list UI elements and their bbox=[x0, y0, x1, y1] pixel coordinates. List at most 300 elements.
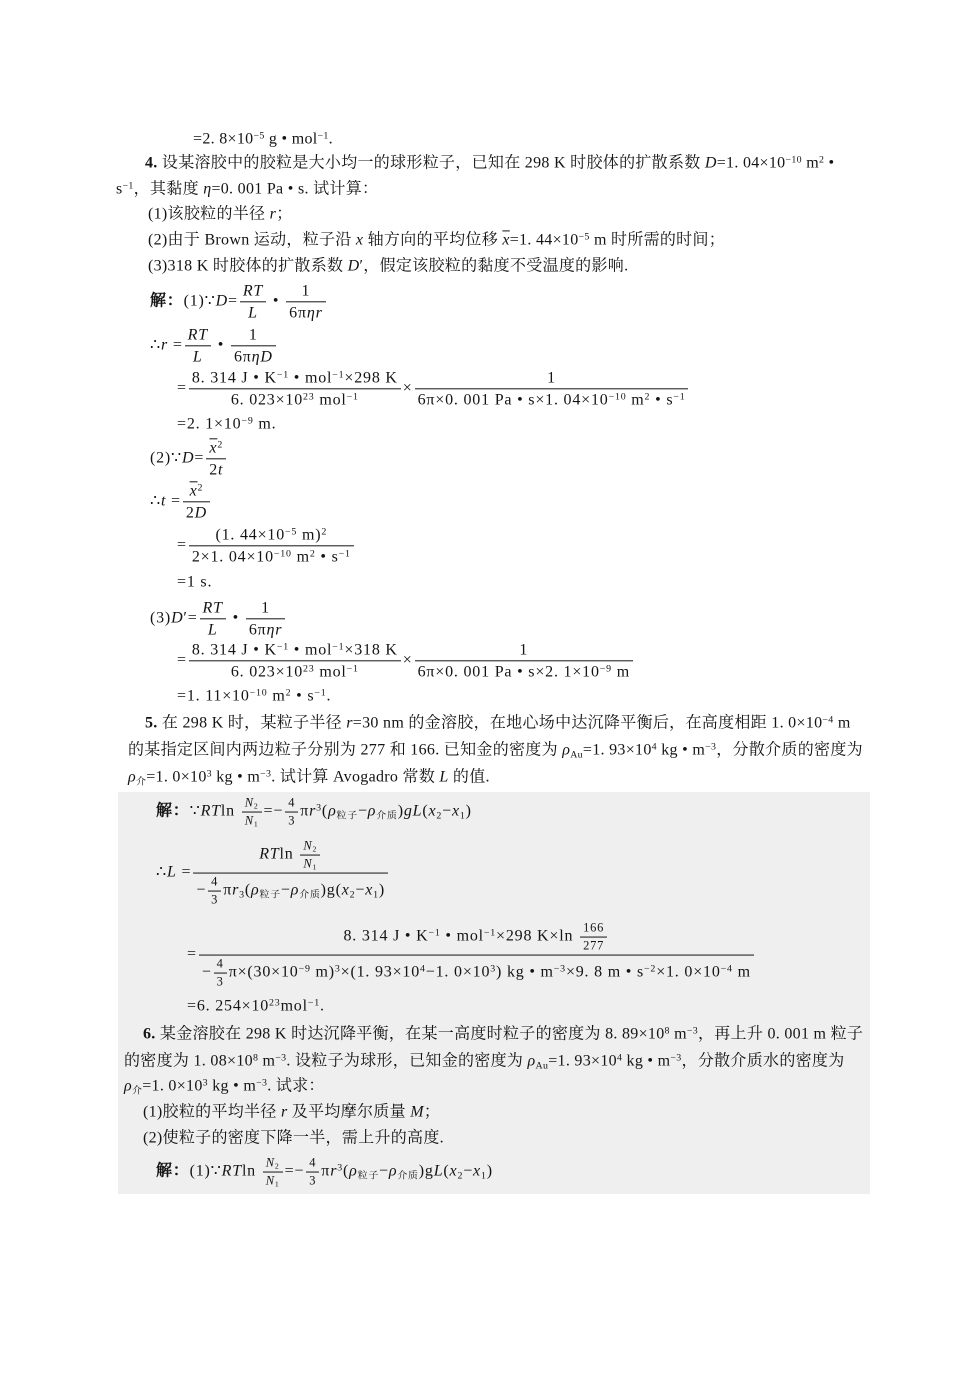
text-run: ρ bbox=[349, 1162, 358, 1180]
text-run: 3 bbox=[239, 889, 245, 901]
superscript bbox=[484, 927, 496, 938]
text-run: N bbox=[244, 813, 254, 828]
text-run: 4 bbox=[211, 874, 219, 889]
superscript bbox=[670, 1052, 681, 1063]
text-run: 8. 314 J • K bbox=[343, 927, 429, 945]
superscript bbox=[123, 180, 134, 191]
text-run: 粒子 bbox=[259, 889, 281, 901]
text-run: ×298 K bbox=[344, 369, 398, 387]
text-run: 4 bbox=[420, 963, 426, 975]
subscript bbox=[254, 802, 259, 811]
text-run: ) kg • m bbox=[496, 963, 554, 981]
superscript bbox=[217, 439, 223, 450]
fraction bbox=[189, 368, 401, 409]
fraction-numerator bbox=[199, 921, 754, 956]
fraction-denominator bbox=[206, 460, 226, 480]
text-run: π bbox=[223, 881, 233, 899]
fraction bbox=[183, 481, 210, 522]
text-run: −5 bbox=[578, 230, 590, 242]
text-run: N bbox=[244, 795, 254, 810]
italic-variable bbox=[128, 768, 136, 785]
italic-variable bbox=[188, 326, 208, 343]
text-run: 的某指定区间内两边粒子分别为 277 和 166. 已知金的密度为 bbox=[128, 741, 563, 759]
text-run: $\overline{x}$ bbox=[189, 482, 198, 500]
text-run: 在 298 K 时，某粒子半径 bbox=[157, 714, 347, 732]
text-run: =0. 001 Pa • s. 试计算： bbox=[211, 180, 379, 198]
text-run: g • mol bbox=[264, 130, 318, 148]
fraction-numerator bbox=[193, 839, 388, 874]
text-run: 及平均摩尔质量 bbox=[287, 1103, 411, 1121]
text-run: $\overline{x}$ bbox=[209, 439, 218, 457]
text-run: −9 bbox=[298, 963, 311, 975]
fraction-denominator bbox=[580, 938, 607, 954]
text-run: ρ bbox=[328, 802, 337, 820]
text-run: ρ bbox=[367, 802, 377, 820]
superscript bbox=[207, 768, 212, 779]
italic-variable bbox=[171, 610, 183, 627]
text-run: 4 bbox=[309, 1155, 317, 1170]
problem-4-solution-step-9 bbox=[150, 598, 287, 639]
text-run: × bbox=[402, 651, 413, 669]
fraction-numerator bbox=[285, 796, 298, 813]
text-run: mol bbox=[314, 391, 347, 409]
text-run: = bbox=[177, 651, 187, 669]
superscript bbox=[579, 231, 590, 242]
italic-variable bbox=[167, 864, 177, 881]
text-run: N bbox=[265, 1155, 275, 1170]
italic-variable bbox=[266, 1174, 275, 1188]
italic-variable bbox=[365, 882, 373, 899]
text-run: m bbox=[626, 391, 645, 409]
fraction bbox=[208, 875, 221, 908]
problem-5-solution-step-2 bbox=[156, 839, 390, 908]
italic-variable bbox=[252, 349, 273, 366]
text-run: 2 bbox=[285, 686, 292, 698]
fraction-denominator bbox=[246, 620, 285, 640]
text-run: −3 bbox=[686, 1024, 698, 1036]
problem-4-solution-step-8 bbox=[177, 572, 212, 591]
text-run: N bbox=[265, 1173, 275, 1188]
text-run: − bbox=[196, 881, 207, 899]
italic-variable bbox=[203, 599, 223, 616]
text-run: ρ bbox=[251, 881, 260, 899]
text-run: 2 bbox=[197, 481, 204, 493]
subscript bbox=[275, 1180, 280, 1189]
text-run: L bbox=[207, 621, 218, 639]
text-run: 2 bbox=[349, 889, 356, 901]
text-run: 6. bbox=[143, 1025, 156, 1043]
text-run: . bbox=[320, 997, 325, 1015]
text-run: 2 bbox=[457, 1170, 464, 1182]
text-run: kg • m bbox=[211, 768, 261, 786]
text-run: r bbox=[160, 336, 169, 354]
text-run: 介 bbox=[135, 776, 147, 788]
italic-variable bbox=[348, 257, 360, 274]
problem-4-solution-step-6 bbox=[150, 481, 212, 522]
text-run: ×1. 0×10 bbox=[656, 963, 721, 981]
text-run: (3) bbox=[150, 609, 172, 627]
text-run: L bbox=[439, 768, 449, 786]
text-run: −3 bbox=[260, 767, 272, 779]
text-run: r bbox=[269, 205, 277, 223]
text-run: = bbox=[168, 336, 183, 354]
superscript bbox=[316, 802, 322, 813]
fraction-denominator bbox=[242, 813, 262, 829]
superscript bbox=[617, 1052, 622, 1063]
text-run: 1 bbox=[480, 1170, 487, 1182]
italic-variable bbox=[182, 450, 194, 467]
text-run: D bbox=[194, 504, 208, 522]
subscript bbox=[239, 890, 245, 901]
text-run: m bbox=[291, 548, 310, 566]
text-run: ( bbox=[422, 802, 429, 820]
text-run: 1 bbox=[274, 1179, 280, 1189]
fraction-denominator bbox=[189, 390, 401, 410]
text-run: )g( bbox=[320, 881, 342, 899]
text-run: ηr bbox=[306, 304, 323, 322]
fraction-numerator bbox=[189, 368, 401, 389]
fraction bbox=[415, 640, 633, 681]
text-run: 3 bbox=[334, 963, 341, 975]
text-run: =2. 1×10 bbox=[177, 415, 242, 433]
text-run: 8 bbox=[664, 1024, 670, 1036]
text-run: ∴ bbox=[156, 863, 167, 881]
text-run: − bbox=[201, 963, 212, 981]
text-run: m bbox=[267, 687, 286, 705]
text-run: 某金溶胶在 298 K 时达沉降平衡，在某一高度时粒子的密度为 8. 89×10 bbox=[155, 1025, 665, 1043]
problem-6-statement-line-3 bbox=[124, 1076, 325, 1095]
text-run: =1. 0×10 bbox=[142, 1077, 203, 1095]
text-run: ln bbox=[220, 802, 240, 820]
text-run: −1 bbox=[276, 640, 289, 652]
subscript bbox=[373, 890, 379, 901]
subscript bbox=[299, 890, 320, 901]
text-run: π×(30×10 bbox=[228, 963, 299, 981]
text-run: 3 bbox=[337, 1162, 343, 1174]
superscript bbox=[277, 369, 289, 380]
text-run: =1 s. bbox=[177, 573, 213, 591]
fraction-numerator bbox=[240, 281, 266, 302]
text-run: =1. 11×10 bbox=[177, 687, 250, 705]
text-run: × bbox=[402, 379, 413, 397]
text-run: ) bbox=[397, 802, 404, 820]
text-run: 粒子 bbox=[336, 810, 358, 822]
fraction-denominator bbox=[199, 956, 754, 990]
overlined-variable bbox=[190, 482, 198, 499]
text-run: . bbox=[326, 687, 332, 705]
text-run: 介质 bbox=[397, 1170, 419, 1182]
text-run: • mol bbox=[288, 369, 333, 387]
italic-variable bbox=[161, 337, 168, 354]
text-run: =6. 254×10 bbox=[187, 997, 270, 1015]
text-run: 2 bbox=[274, 1161, 280, 1171]
fraction-denominator bbox=[183, 503, 210, 523]
text-run: 6π bbox=[233, 348, 252, 366]
superscript bbox=[332, 369, 344, 380]
italic-variable bbox=[243, 282, 263, 299]
text-run: 5. bbox=[145, 714, 158, 732]
text-run: 1 bbox=[253, 819, 259, 829]
text-run: 3 bbox=[288, 813, 296, 828]
text-run: 277 bbox=[583, 938, 605, 953]
text-run: ( bbox=[321, 802, 329, 820]
fraction-denominator bbox=[231, 347, 276, 367]
problem-5-solution-step-3 bbox=[187, 921, 756, 990]
text-run: η bbox=[203, 180, 212, 198]
text-run: −1 bbox=[483, 927, 497, 939]
text-run: −1 bbox=[122, 179, 134, 191]
fraction-numerator bbox=[246, 598, 285, 619]
text-run: N bbox=[303, 856, 313, 871]
text-run: m bbox=[611, 663, 630, 681]
text-run: 4 bbox=[288, 795, 296, 810]
italic-variable bbox=[266, 1156, 275, 1170]
text-run: =1. 93×10 bbox=[548, 1052, 617, 1070]
text-run: (3)318 K 时胶体的扩散系数 bbox=[148, 257, 348, 275]
text-run: ηD bbox=[251, 348, 273, 366]
fraction-numerator bbox=[200, 598, 226, 619]
fraction bbox=[193, 839, 388, 908]
text-run: M bbox=[410, 1103, 424, 1121]
italic-variable bbox=[434, 1163, 444, 1180]
text-run: L bbox=[192, 348, 203, 366]
text-run: −1 bbox=[332, 640, 345, 652]
text-run: −10 bbox=[608, 391, 627, 403]
fraction-denominator bbox=[185, 347, 211, 367]
superscript bbox=[250, 687, 268, 698]
text-run: ； bbox=[276, 205, 293, 223]
text-run: 8 bbox=[252, 1051, 259, 1063]
text-run: ； bbox=[423, 1103, 441, 1121]
text-run: t bbox=[160, 492, 167, 510]
superscript bbox=[260, 768, 271, 779]
italic-variable bbox=[291, 882, 299, 899]
italic-variable bbox=[342, 882, 350, 899]
text-run: ρ bbox=[124, 1077, 132, 1095]
text-run: • s bbox=[650, 391, 674, 409]
text-run: − bbox=[355, 881, 366, 899]
italic-variable bbox=[404, 803, 423, 820]
superscript bbox=[687, 1025, 698, 1036]
text-run: −5 bbox=[285, 525, 298, 537]
text-run: − bbox=[357, 802, 368, 820]
problem-6-solution-step-1 bbox=[156, 1156, 493, 1189]
text-run: =1. 04×10 bbox=[716, 154, 786, 172]
italic-variable bbox=[410, 1103, 424, 1120]
superscript bbox=[705, 741, 716, 752]
subscript bbox=[260, 890, 281, 901]
fraction bbox=[415, 368, 689, 409]
italic-variable bbox=[368, 803, 376, 820]
text-run: 2 bbox=[644, 391, 651, 403]
text-run: 介质 bbox=[376, 810, 398, 822]
italic-variable bbox=[473, 1163, 481, 1180]
superscript bbox=[256, 1077, 267, 1088]
superscript bbox=[274, 548, 292, 559]
superscript bbox=[785, 154, 801, 165]
text-run: ×318 K bbox=[344, 641, 398, 659]
bold-label bbox=[150, 293, 184, 310]
text-run: 粒子 bbox=[357, 1170, 380, 1182]
text-run: RT bbox=[187, 326, 208, 344]
text-run: ln bbox=[241, 1162, 261, 1180]
text-run: −2 bbox=[644, 963, 657, 975]
text-run: ，分散介质的密度为 bbox=[716, 741, 863, 759]
text-run: m bbox=[801, 154, 819, 172]
text-run: m 时所需的时间； bbox=[589, 231, 726, 249]
text-run: = bbox=[228, 292, 238, 310]
superscript bbox=[822, 714, 833, 725]
fraction bbox=[200, 598, 226, 639]
text-run: 3 bbox=[202, 1076, 208, 1088]
text-run: m bbox=[732, 963, 751, 981]
fraction-numerator bbox=[263, 1156, 283, 1173]
text-run: 的密度为 1. 08×10 bbox=[124, 1052, 253, 1070]
text-run: = bbox=[194, 449, 205, 467]
italic-variable bbox=[195, 505, 207, 522]
text-run: t bbox=[218, 461, 224, 479]
subscript bbox=[397, 1171, 418, 1182]
text-run: RT bbox=[202, 599, 223, 617]
fraction-numerator bbox=[580, 921, 607, 938]
fraction-denominator bbox=[208, 891, 221, 907]
text-run: m bbox=[833, 714, 851, 732]
problem-4-question-1 bbox=[148, 204, 293, 223]
fraction-numerator bbox=[415, 640, 633, 661]
text-run: = bbox=[166, 492, 181, 510]
fraction-denominator bbox=[286, 303, 325, 323]
text-run: ×298 K×ln bbox=[496, 927, 579, 945]
text-run: (2)使粒子的密度下降一半，需上升的高度. bbox=[143, 1129, 444, 1147]
superscript bbox=[609, 391, 627, 402]
italic-variable bbox=[439, 768, 448, 785]
fraction bbox=[185, 325, 211, 366]
subscript bbox=[312, 845, 317, 854]
text-run: L bbox=[166, 863, 177, 881]
fraction-numerator bbox=[185, 325, 211, 346]
text-run: ，分散介质水的密度为 bbox=[681, 1052, 845, 1070]
fraction bbox=[300, 839, 320, 872]
text-run: −10 bbox=[785, 153, 802, 165]
fraction-numerator bbox=[231, 325, 276, 346]
text-run: =1. 0×10 bbox=[146, 768, 207, 786]
superscript bbox=[335, 963, 341, 974]
text-run: • bbox=[824, 154, 835, 172]
text-run: 1 bbox=[547, 369, 556, 387]
superscript bbox=[241, 415, 253, 426]
text-run: ′= bbox=[183, 609, 198, 627]
problem-4-question-3 bbox=[148, 256, 628, 275]
superscript bbox=[490, 963, 496, 974]
text-run: −9 bbox=[241, 414, 254, 426]
problem-4-solution-step-11 bbox=[177, 686, 331, 705]
italic-variable bbox=[562, 741, 570, 758]
text-run: = bbox=[177, 536, 187, 554]
text-run: ) bbox=[378, 881, 386, 899]
text-run: r bbox=[232, 881, 240, 899]
bold-label bbox=[143, 1025, 156, 1042]
superscript bbox=[554, 963, 566, 974]
text-run: =1. 44×10 bbox=[509, 231, 579, 249]
italic-variable bbox=[193, 349, 203, 366]
text-run: kg • m bbox=[656, 741, 706, 759]
fraction-denominator bbox=[285, 813, 298, 829]
superscript bbox=[299, 963, 311, 974]
text-run: 2 bbox=[309, 548, 316, 560]
problem-5-statement-line-2 bbox=[128, 740, 863, 759]
text-run: 3 bbox=[316, 802, 322, 814]
fraction bbox=[189, 525, 354, 566]
bold-label bbox=[145, 154, 158, 171]
italic-variable bbox=[245, 796, 254, 810]
text-run: x bbox=[473, 1162, 481, 1180]
text-run: gL bbox=[403, 802, 423, 820]
text-run: −1 bbox=[338, 548, 351, 560]
text-run: x bbox=[341, 881, 350, 899]
text-run: m) bbox=[297, 526, 322, 544]
fraction-numerator bbox=[189, 640, 401, 661]
text-run: x bbox=[451, 802, 460, 820]
text-run: 166 bbox=[583, 920, 605, 935]
text-run: Au bbox=[535, 1060, 549, 1072]
superscript bbox=[337, 1162, 343, 1173]
italic-variable bbox=[705, 154, 717, 171]
italic-variable bbox=[201, 803, 221, 820]
italic-variable bbox=[452, 803, 460, 820]
fraction-numerator bbox=[300, 839, 320, 856]
text-run: )g bbox=[418, 1162, 434, 1180]
text-run: ρ bbox=[562, 741, 571, 759]
text-run: • mol bbox=[288, 641, 333, 659]
superscript bbox=[310, 548, 316, 559]
problem-5-statement-line-1 bbox=[145, 713, 851, 732]
text-run: 8. 314 J • K bbox=[191, 369, 277, 387]
fraction-numerator bbox=[208, 875, 221, 892]
text-run: D bbox=[171, 609, 184, 627]
text-run: Au bbox=[570, 749, 583, 761]
text-run: ) bbox=[486, 1162, 493, 1180]
text-run: ，其黏度 bbox=[133, 180, 204, 198]
text-run: 2 bbox=[209, 461, 219, 479]
superscript bbox=[339, 548, 351, 559]
text-run: 解： bbox=[156, 1162, 190, 1180]
text-run: x bbox=[449, 1162, 458, 1180]
superscript bbox=[318, 130, 329, 141]
fraction-denominator bbox=[200, 620, 226, 640]
text-run: (1)该胶粒的半径 bbox=[148, 205, 270, 223]
text-run: −1 bbox=[346, 391, 359, 403]
bold-label bbox=[156, 1163, 190, 1180]
fraction-numerator bbox=[286, 281, 325, 302]
superscript bbox=[428, 927, 440, 938]
text-run: −5 bbox=[253, 129, 265, 141]
text-run: −9 bbox=[599, 663, 612, 675]
superscript bbox=[203, 1077, 208, 1088]
text-run: 解： bbox=[150, 292, 184, 310]
superscript bbox=[665, 1025, 670, 1036]
text-run: −1 bbox=[314, 686, 327, 698]
text-run: • s bbox=[291, 687, 315, 705]
problem-4-solution-step-7 bbox=[177, 525, 356, 566]
text-run: 2 bbox=[185, 504, 195, 522]
previous-result-line bbox=[193, 129, 333, 148]
subscript bbox=[460, 811, 466, 822]
text-run: • s bbox=[315, 548, 339, 566]
problem-6-statement-line-1 bbox=[143, 1024, 863, 1043]
text-run: 6π×0. 001 Pa • s×1. 04×10 bbox=[417, 391, 609, 409]
text-run: mol bbox=[314, 663, 347, 681]
problem-6-question-1 bbox=[143, 1102, 440, 1121]
